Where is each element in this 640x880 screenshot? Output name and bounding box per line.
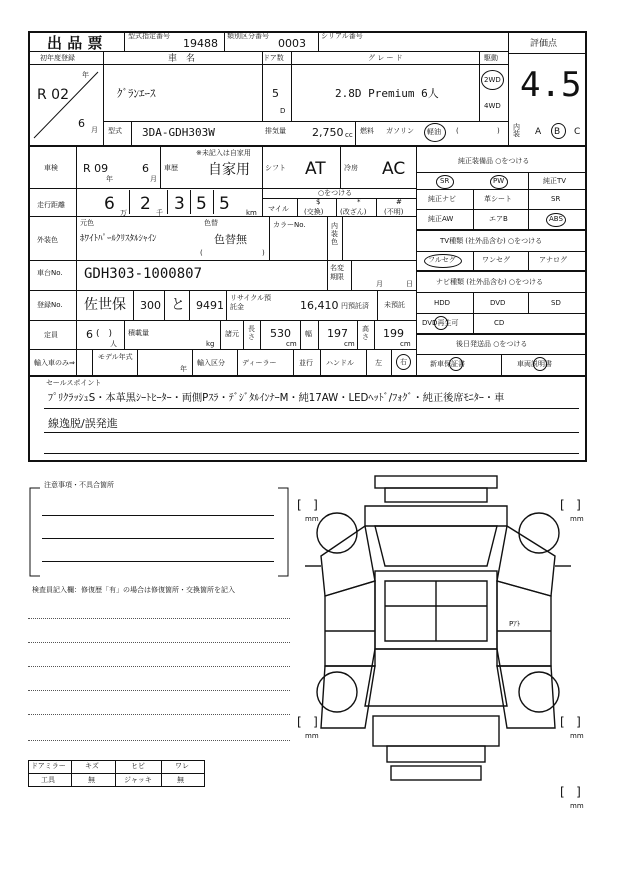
drive-4wd: 4WD [484,102,501,110]
original-color: ﾎﾜｲﾄﾊﾟｰﾙｸﾘｽﾀﾙｼｬｲﾝ [80,234,157,244]
evaluation-score: 4.5 [520,65,582,105]
reg-class: 300 [140,299,161,312]
displacement: 2,750 [312,126,344,139]
mileage-10k: 6 [104,194,115,214]
seating-capacity: 6 [86,328,93,341]
interior-grade: B [554,127,561,137]
recycle-fee: 16,410 [300,299,339,312]
diagram-mark: Pｱﾄ [509,620,521,628]
door-count: 5 [272,87,279,100]
sales-point-line2: 線逸脱/誤発進 [48,417,118,430]
model-code: 3DA-GDH303W [142,126,215,139]
reg-area: 佐世保 [84,297,126,313]
repaint: 色替無 [214,233,247,246]
drive-2wd: 2WD [484,76,501,84]
car-body-diagram [295,466,590,846]
class-no: 0003 [278,37,306,50]
height: 199 [383,327,404,340]
shift: AT [305,159,326,179]
form-title: 出 品 票 [47,34,103,52]
reg-number: 9491 [196,299,224,312]
type-designation-no: 19488 [183,37,218,50]
width: 197 [327,327,348,340]
air-conditioning: AC [382,159,406,179]
sales-point-line1: ﾌﾟﾘｸﾗｯｼｭS・本革黒ｼｰﾄﾋｰﾀｰ・両側Pｽﾗ・ﾃﾞｼﾞﾀﾙｲﾝﾅｰM・純17AW・LEDﾍｯﾄﾞ/ﾌｫｸﾞ・純正後席ﾓﾆﾀｰ・車 [48,393,505,404]
shaken-era: R 09 [83,162,109,175]
handle-right: 右 [400,358,407,366]
vehicle-history: 自家用 [208,162,250,178]
fuel-diesel: 軽油 [427,128,441,136]
length: 530 [270,327,291,340]
caution-box [28,486,290,578]
vehicle-name: ｸﾞﾗﾝｴｰｽ [117,87,156,100]
chassis-number: GDH303-1000807 [84,266,203,282]
grade: 2.8D Premium 6人 [335,87,439,100]
reg-kana: と [171,297,185,313]
first-reg-era: R 02 [37,87,69,103]
